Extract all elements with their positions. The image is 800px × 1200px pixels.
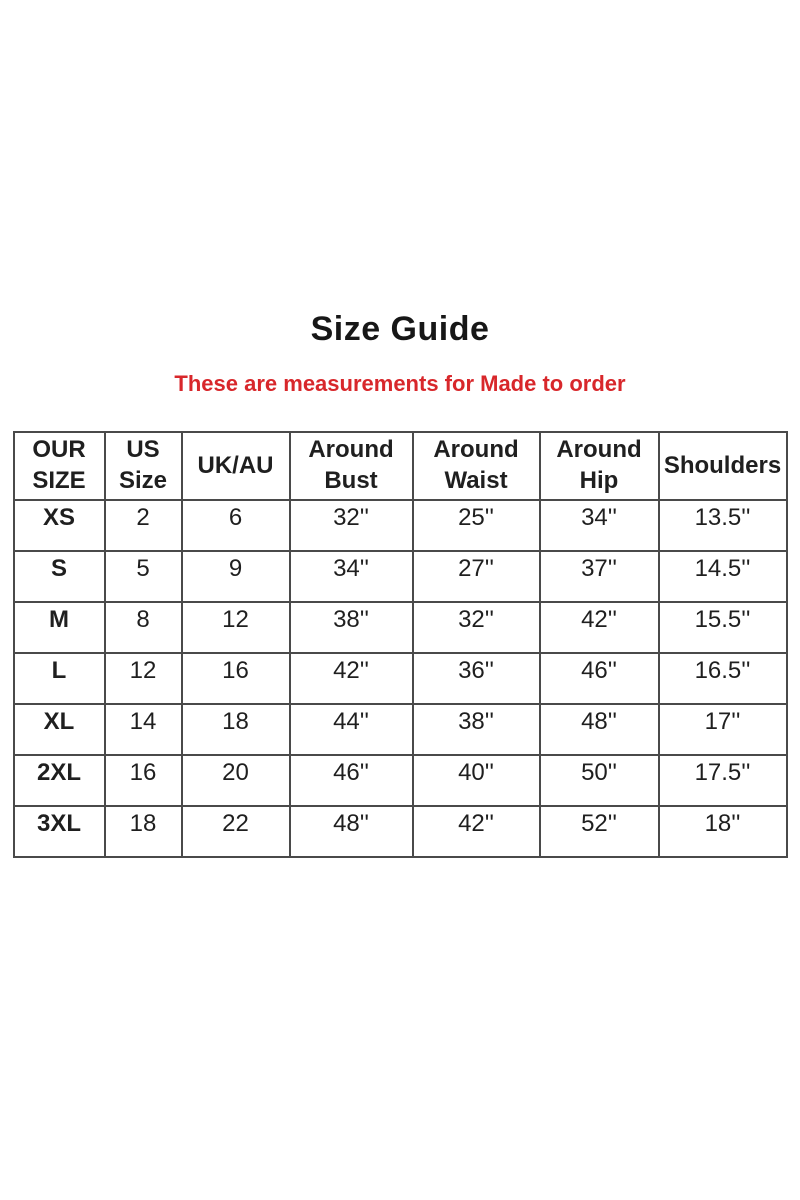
column-header-cell: UK/AU bbox=[182, 432, 290, 500]
measurement-cell: 38'' bbox=[413, 704, 540, 755]
measurement-cell: 18'' bbox=[659, 806, 787, 857]
measurement-cell: 14 bbox=[105, 704, 182, 755]
measurement-cell: 22 bbox=[182, 806, 290, 857]
measurement-cell: 12 bbox=[105, 653, 182, 704]
measurement-cell: 27'' bbox=[413, 551, 540, 602]
size-label-cell: S bbox=[14, 551, 105, 602]
size-table bbox=[13, 431, 788, 858]
measurement-cell: 16 bbox=[182, 653, 290, 704]
header-row bbox=[14, 432, 787, 500]
size-table-header bbox=[14, 432, 787, 500]
size-label-cell: 2XL bbox=[14, 755, 105, 806]
column-header-cell: Around Bust bbox=[290, 432, 413, 500]
measurement-cell: 13.5'' bbox=[659, 500, 787, 551]
measurement-cell: 16.5'' bbox=[659, 653, 787, 704]
measurement-cell: 14.5'' bbox=[659, 551, 787, 602]
measurement-cell: 18 bbox=[105, 806, 182, 857]
measurement-cell: 20 bbox=[182, 755, 290, 806]
size-label-cell: 3XL bbox=[14, 806, 105, 857]
measurement-cell: 40'' bbox=[413, 755, 540, 806]
size-label-cell: L bbox=[14, 653, 105, 704]
measurement-cell: 48'' bbox=[540, 704, 659, 755]
size-label-cell: XS bbox=[14, 500, 105, 551]
made-to-order-note: These are measurements for Made to order bbox=[174, 371, 626, 396]
measurement-cell: 15.5'' bbox=[659, 602, 787, 653]
measurement-cell: 48'' bbox=[290, 806, 413, 857]
measurement-cell: 25'' bbox=[413, 500, 540, 551]
measurement-cell: 37'' bbox=[540, 551, 659, 602]
measurement-cell: 32'' bbox=[413, 602, 540, 653]
measurement-cell: 17'' bbox=[659, 704, 787, 755]
table-row bbox=[14, 653, 787, 704]
measurement-cell: 34'' bbox=[540, 500, 659, 551]
measurement-cell: 34'' bbox=[290, 551, 413, 602]
measurement-cell: 18 bbox=[182, 704, 290, 755]
size-table-body bbox=[14, 500, 787, 857]
measurement-cell: 44'' bbox=[290, 704, 413, 755]
table-row bbox=[14, 602, 787, 653]
measurement-cell: 46'' bbox=[290, 755, 413, 806]
column-header-cell: Shoulders bbox=[659, 432, 787, 500]
table-row bbox=[14, 704, 787, 755]
table-row bbox=[14, 500, 787, 551]
column-header-cell: Around Hip bbox=[540, 432, 659, 500]
measurement-cell: 16 bbox=[105, 755, 182, 806]
measurement-cell: 46'' bbox=[540, 653, 659, 704]
size-label-cell: M bbox=[14, 602, 105, 653]
column-header-cell: US Size bbox=[105, 432, 182, 500]
measurement-cell: 52'' bbox=[540, 806, 659, 857]
measurement-cell: 36'' bbox=[413, 653, 540, 704]
table-row bbox=[14, 806, 787, 857]
measurement-cell: 42'' bbox=[290, 653, 413, 704]
column-header-cell: Around Waist bbox=[413, 432, 540, 500]
page-title: Size Guide bbox=[310, 310, 490, 348]
column-header-cell: OUR SIZE bbox=[14, 432, 105, 500]
measurement-cell: 42'' bbox=[413, 806, 540, 857]
measurement-cell: 2 bbox=[105, 500, 182, 551]
measurement-cell: 42'' bbox=[540, 602, 659, 653]
measurement-cell: 12 bbox=[182, 602, 290, 653]
measurement-cell: 8 bbox=[105, 602, 182, 653]
size-label-cell: XL bbox=[14, 704, 105, 755]
measurement-cell: 9 bbox=[182, 551, 290, 602]
measurement-cell: 5 bbox=[105, 551, 182, 602]
table-row bbox=[14, 551, 787, 602]
measurement-cell: 32'' bbox=[290, 500, 413, 551]
table-row bbox=[14, 755, 787, 806]
measurement-cell: 38'' bbox=[290, 602, 413, 653]
measurement-cell: 50'' bbox=[540, 755, 659, 806]
measurement-cell: 6 bbox=[182, 500, 290, 551]
measurement-cell: 17.5'' bbox=[659, 755, 787, 806]
